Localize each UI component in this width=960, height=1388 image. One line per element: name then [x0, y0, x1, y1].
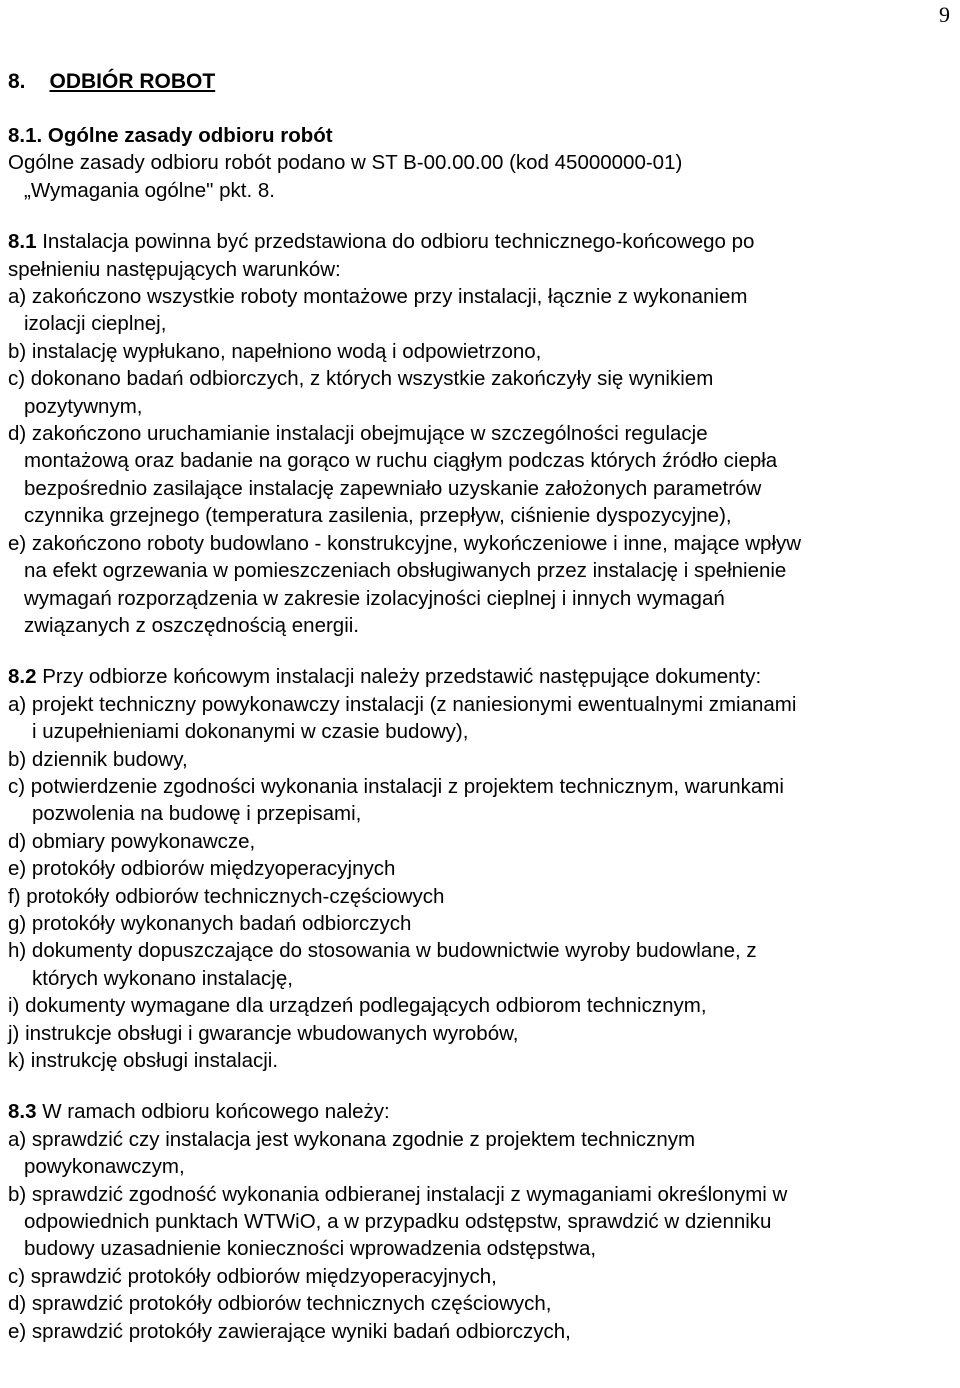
list-item-continuation: i uzupełnieniami dokonanymi w czasie budowy), — [32, 720, 469, 744]
list-item-e: e) zakończono roboty budowlano - konstrukcyjne, wykończeniowe i inne, mające wpływ — [8, 531, 802, 555]
paragraph-8-1-number: 8.1 — [8, 230, 37, 254]
list-item-a: a) sprawdzić czy instalacja jest wykonana zgodnie z projektem technicznym — [8, 1127, 696, 1151]
list-item-a: a) zakończono wszystkie roboty montażowe przy instalacji, łącznie z wykonaniem — [8, 285, 748, 309]
list-item-d: d) zakończono uruchamianie instalacji obejmujące w szczególności regulacje — [8, 422, 708, 446]
list-item-continuation: pozytywnym, — [24, 394, 143, 418]
list-item-b: b) dziennik budowy, — [8, 747, 188, 771]
list-item-continuation: których wykonano instalację, — [32, 966, 293, 990]
paragraph-8-2-number: 8.2 — [8, 665, 37, 689]
list-item-continuation: związanych z oszczędnością energii. — [24, 613, 359, 637]
chapter-number: 8. — [8, 70, 26, 93]
paragraph-text: W ramach odbioru końcowego należy: — [36, 1100, 390, 1124]
list-item-d: d) obmiary powykonawcze, — [8, 829, 256, 853]
list-item-k: k) instrukcję obsługi instalacji. — [8, 1049, 279, 1072]
paragraph-8-3-number: 8.3 — [8, 1100, 37, 1124]
list-item-continuation: czynnika grzejnego (temperatura zasilenia, przepływ, ciśnienie dyspozycyjne), — [24, 504, 732, 528]
list-item-continuation: bezpośrednio zasilające instalację zapewniało uzyskanie założonych parametrów — [24, 476, 762, 500]
list-item-h: h) dokumenty dopuszczające do stosowania w budownictwie wyroby budowlane, z — [8, 939, 757, 963]
paragraph-8-3-first-line — [8, 1098, 948, 1125]
list-item-i: i) dokumenty wymagane dla urządzeń podlegających odbiorom technicznym, — [8, 994, 707, 1018]
paragraph-8-2-first-line — [8, 663, 948, 690]
list-item-d: d) sprawdzić protokóły odbiorów technicznych częściowych, — [8, 1292, 552, 1316]
list-item-continuation: powykonawczym, — [24, 1155, 185, 1179]
page-number: 9 — [939, 2, 950, 27]
section-8-1-line: „Wymagania ogólne" pkt. 8. — [24, 178, 275, 202]
list-item-continuation: izolacji cieplnej, — [24, 312, 167, 336]
list-item-continuation: pozwolenia na budowę i przepisami, — [32, 802, 362, 826]
list-item-e: e) protokóły odbiorów międzyoperacyjnych — [8, 857, 396, 881]
list-item-b: b) instalację wypłukano, napełniono wodą i odpowietrzono, — [8, 339, 542, 363]
list-item-f: f) protokóły odbiorów technicznych-częściowych — [8, 884, 445, 908]
paragraph-text: Instalacja powinna być przedstawiona do odbioru technicznego-końcowego po — [36, 230, 755, 254]
list-item-c: c) sprawdzić protokóły odbiorów międzyoperacyjnych, — [8, 1264, 497, 1288]
list-item-continuation: budowy uzasadnienie konieczności wprowadzenia odstępstwa, — [24, 1237, 597, 1261]
list-item-b: b) sprawdzić zgodność wykonania odbieranej instalacji z wymaganiami określonymi w — [8, 1182, 788, 1206]
section-8-1-title: 8.1. Ogólne zasady odbioru robót — [8, 124, 333, 147]
list-item-continuation: wymagań rozporządzenia w zakresie izolacyjności cieplnej i innych wymagań — [24, 586, 725, 610]
list-item-g: g) protokóły wykonanych badań odbiorczych — [8, 911, 412, 935]
paragraph-line: spełnieniu następujących warunków: — [8, 257, 341, 281]
section-8-1-line: Ogólne zasady odbioru robót podano w ST B-00.00.00 (kod 45000000-01) — [8, 151, 683, 175]
list-item-j: j) instrukcje obsługi i gwarancje wbudowanych wyrobów, — [8, 1021, 519, 1045]
paragraph-8-1-first-line — [8, 228, 948, 255]
list-item-e: e) sprawdzić protokóły zawierające wyniki badań odbiorczych, — [8, 1319, 571, 1343]
list-item-c: c) potwierdzenie zgodności wykonania instalacji z projektem technicznym, warunkami — [8, 774, 784, 798]
document-body — [8, 68, 948, 1345]
list-item-continuation: na efekt ogrzewania w pomieszczeniach obsługiwanych przez instalację i spełnienie — [24, 559, 787, 583]
paragraph-text: Przy odbiorze końcowym instalacji należy przedstawić następujące dokumenty: — [36, 665, 762, 689]
list-item-c: c) dokonano badań odbiorczych, z których wszystkie zakończyły się wynikiem — [8, 367, 714, 391]
list-item-a: a) projekt techniczny powykonawczy instalacji (z naniesionymi ewentualnymi zmianami — [8, 692, 797, 716]
chapter-title: ODBIÓR ROBOT — [49, 70, 216, 93]
list-item-continuation: montażową oraz badanie na gorąco w ruchu ciągłym podczas których źródło ciepła — [24, 449, 778, 473]
chapter-heading — [8, 68, 948, 96]
list-item-continuation: odpowiednich punktach WTWiO, a w przypadku odstępstw, sprawdzić w dzienniku — [24, 1210, 772, 1234]
